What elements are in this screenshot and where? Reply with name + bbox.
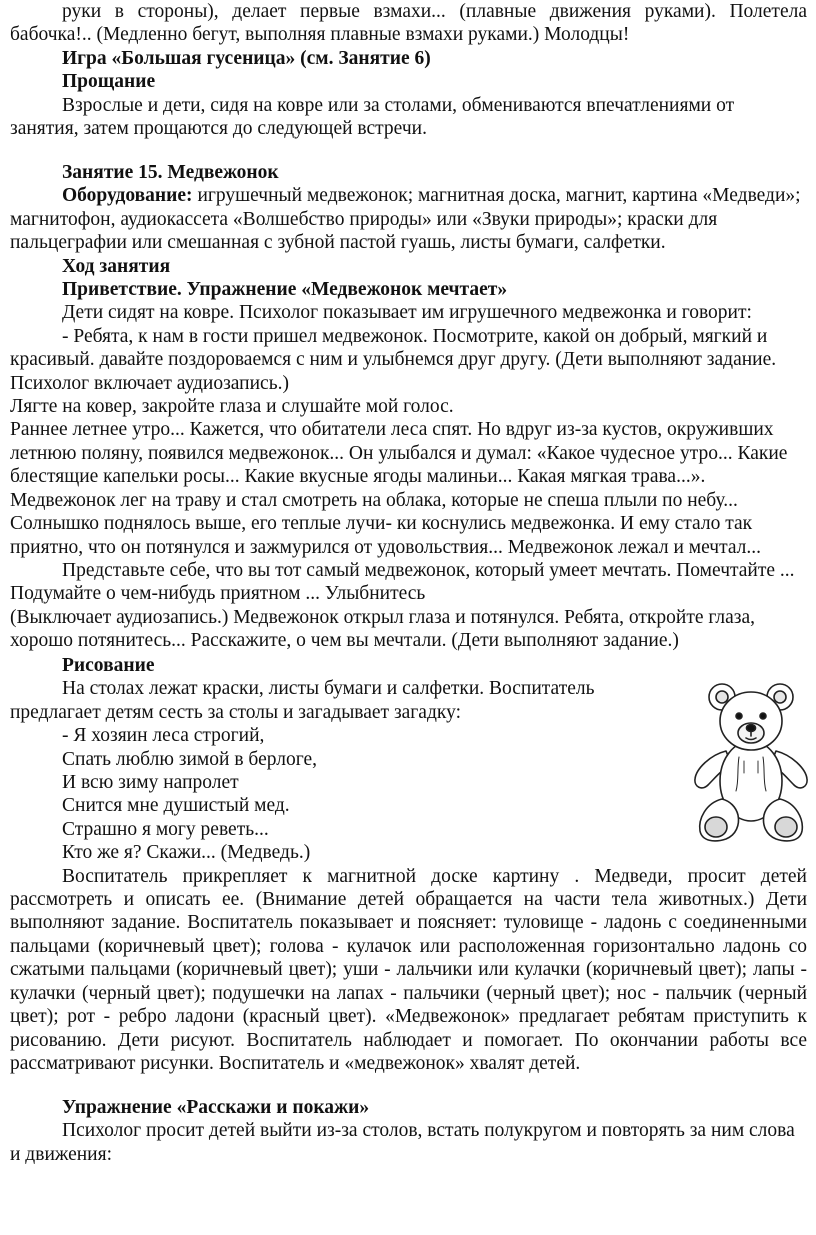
riddle-line: Снится мне душистый мед. (62, 795, 290, 817)
exercise-heading: Упражнение «Расскажи и покажи» (62, 1097, 370, 1118)
riddle-line: Спать люблю зимой в берлоге, (62, 748, 317, 770)
riddle-line: Кто же я? Скажи... (Медведь.) (62, 842, 311, 864)
drawing-paragraph: Воспитатель прикрепляет к магнитной доске картину . Медведи, просит детей рассмотреть и описать ее. (Внимание детей обращается на части тела животных.) Дети выполняют задание. Воспитатель показывает и поясняет: туловище - ладонь с соединенными пальцами (коричневый цвет); голова - кулачок или расположенная горизонтально ладонь со сжатыми пальцами (коричневый цвет); уши - лальчики или кулачки (коричневый цвет); лапы - кулачки (черный цвет); подушечки на лапах - пальчики (черный цвет); нос - пальчик (черный цвет); рот - ребро ладони (красный цвет). «Медвежонок» предлагает ребятам приступить к рисованию. Дети рисуют. Воспитатель наблюдает и помогает. По окончании работы все рассматривают рисунки. Воспитатель и «медвежонок» хвалят детей. (10, 865, 807, 1074)
farewell-paragraph: Взрослые и дети, сидя на ковре или за столами, обмениваются впечатлениями от занятия, затем прощаются до следующей встречи. (10, 94, 735, 140)
greeting-heading: Приветствие. Упражнение «Медвежонок мечтает» (62, 279, 508, 301)
exercise-paragraph: Психолог просит детей выйти из-за столов, встать полукругом и повторять за ним слова и движения: (10, 1120, 795, 1165)
course-heading: Ход занятия (62, 255, 171, 277)
greeting-paragraph-1: Дети сидят на ковре. Психолог показывает им игрушечного медвежонка и говорит: (62, 302, 752, 324)
drawing-line-2: предлагает детям сесть за столы и загадывает загадку: (10, 701, 461, 723)
drawing-block (10, 654, 807, 1075)
lesson-block (10, 161, 807, 653)
continuation-block (10, 0, 807, 140)
equipment-text: игрушечный медвежонок; магнитная доска, магнит, картина «Медведи»; магнитофон, аудиокассета «Волшебство природы» или «Звуки природы»; краски для пальцеграфии или смешанная с зубной пастой гуашь, листы бумаги, салфетки. (10, 185, 801, 254)
greeting-paragraph-2: - Ребята, к нам в гости пришел медвежонок. Посмотрите, какой он добрый, мягкий и красивый. давайте поздороваемся с ним и улыбнемся друг другу. (Дети выполняют задание. Психолог включает аудиозапись.) (10, 325, 777, 394)
switch-off-paragraph: (Выключает аудиозапись.) Медвежонок открыл глаза и потянулся. Ребята, откройте глаза, хорошо потянитесь... Расскажите, о чем вы мечтали. (Дети выполняют задание.) (10, 606, 756, 652)
lie-down-line: Лягте на ковер, закройте глаза и слушайте мой голос. (10, 396, 454, 418)
riddle-line: И всю зиму напролет (62, 772, 239, 794)
drawing-heading: Рисование (62, 655, 155, 676)
equipment-label: Оборудование: (62, 185, 193, 207)
game-heading: Игра «Большая гусеница» (см. Занятие 6) (62, 47, 431, 69)
intro-paragraph: руки в стороны), делает первые взмахи... (плавные движения руками). Полетела бабочка!.. (Медленно бегут, выполняя плавные взмахи руками.) Молодцы! (10, 1, 807, 46)
lesson-title: Занятие 15. Медвежонок (62, 162, 279, 183)
teddy-bear-icon (692, 677, 810, 845)
riddle-line: - Я хозяин леса строгий, (62, 725, 265, 747)
farewell-heading: Прощание (62, 71, 156, 93)
riddle-line: Страшно я могу реветь... (62, 818, 269, 840)
drawing-line-1: На столах лежат краски, листы бумаги и салфетки. Воспитатель (62, 678, 595, 700)
story-paragraph: Раннее летнее утро... Кажется, что обитатели леса спят. Но вдруг из-за кустов, окруживших летнюю поляну, появился медвежонок... Он улыбался и думал: «Какое чудесное утро... Какие блестящие капельки росы... Какие вкусные ягоды малиньи... Какая мягкая трава...». Медвежонок лег на траву и стал смотреть на облака, которые не спеша плыли по небу... Солнышко поднялось выше, его теплые лучи- ки коснулись медвежонка. И ему стало так приятно, что он потянулся и зажмурился от удовольствия... Медвежонок лежал и мечтал... (10, 419, 788, 558)
equipment-paragraph (10, 184, 807, 254)
exercise-block (10, 1096, 807, 1166)
imagine-paragraph: Представьте себе, что вы тот самый медвежонок, который умеет мечтать. Помечтайте ... Подумайте о чем-нибудь приятном ... Улыбнитесь (10, 559, 795, 605)
